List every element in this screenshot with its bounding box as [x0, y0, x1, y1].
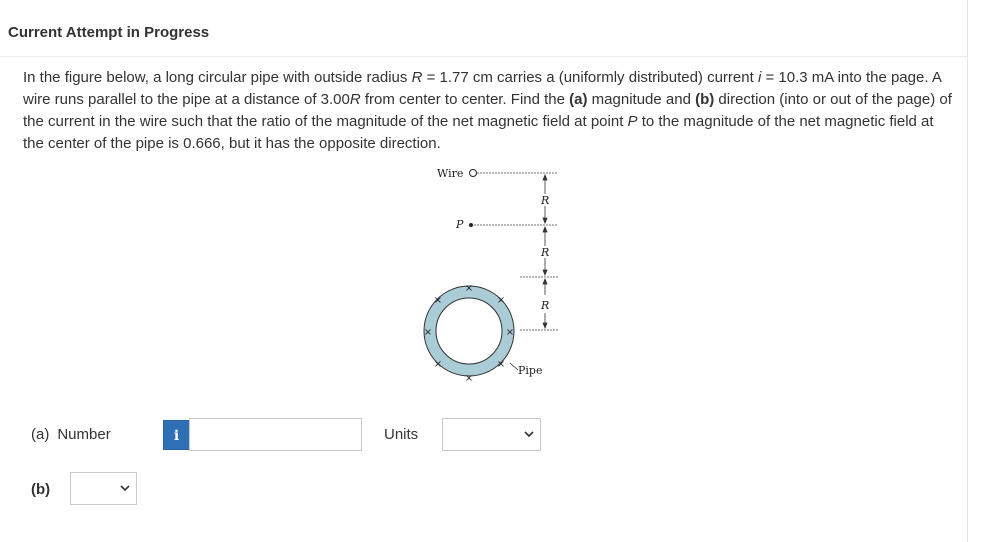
units-select[interactable] — [442, 418, 541, 451]
point-p-dot — [469, 223, 473, 227]
question-text: In the figure below, a long circular pipe with outside radius R = 1.77 cm carries a (uniformly distributed) current i = 10.3 mA into the page. A wire runs parallel to the pipe at a distance of 3.00R from center to center. Find the (a) magnitude and (b) direction (into or out of the page) of the current in the wire such that the ratio of the magnitude of the net magnetic field at point P to the magnitude of the net magnetic field at the center of the pipe is 0.666, but it has the opposite direction. — [23, 69, 952, 152]
cross-mark: × — [496, 295, 506, 306]
part-a-label — [31, 426, 111, 443]
wire-dot — [470, 170, 477, 177]
number-input[interactable] — [189, 418, 362, 451]
cross-mark: × — [464, 283, 474, 294]
r-label-1: R — [541, 194, 550, 207]
cross-mark: × — [423, 327, 433, 338]
r-label-3: R — [541, 299, 550, 312]
pipe-inner — [436, 298, 502, 364]
cross-mark: × — [464, 373, 474, 384]
part-a-tag: (a) — [31, 426, 50, 443]
direction-select[interactable] — [70, 472, 137, 505]
chevron-down-icon — [120, 483, 130, 495]
chevron-down-icon — [524, 429, 534, 441]
r-label-2: R — [541, 246, 550, 259]
info-icon[interactable]: i — [163, 420, 190, 450]
cross-mark: × — [433, 359, 443, 370]
units-label: Units — [384, 426, 419, 443]
wire-label: Wire — [437, 167, 464, 180]
cross-mark: × — [433, 295, 443, 306]
cross-mark: × — [496, 359, 506, 370]
divider — [0, 56, 968, 57]
pipe-leader-line — [510, 363, 518, 370]
number-label: Number — [57, 426, 111, 443]
point-p-label: P — [456, 218, 464, 231]
page-title: Current Attempt in Progress — [8, 24, 210, 41]
part-b-label: (b) — [31, 481, 51, 498]
pipe-wire-figure — [400, 160, 590, 390]
pipe-label: Pipe — [518, 364, 543, 377]
cross-mark: × — [505, 327, 515, 338]
